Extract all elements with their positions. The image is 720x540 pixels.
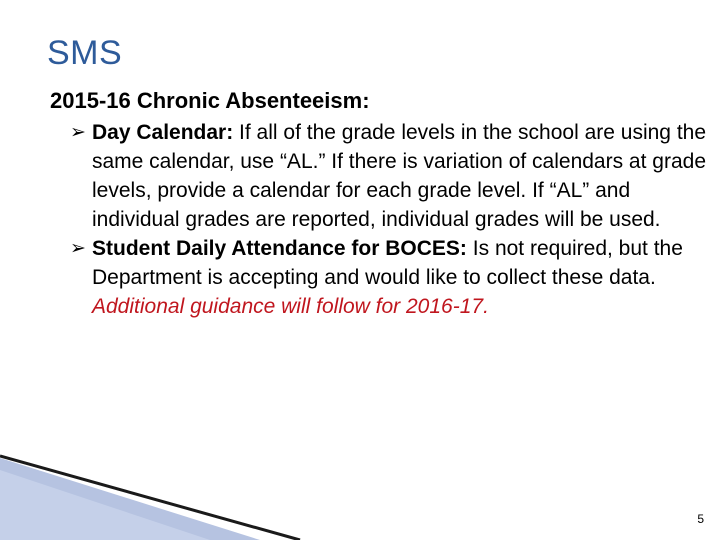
- slide-subtitle: 2015-16 Chronic Absenteeism:: [50, 88, 370, 113]
- bullet-text: If all of the grade levels in the school are using the same calendar, use “AL.” If there is variation of calendars at grade levels, provide a calendar for each grade level. If “AL” and individual grades are reported, individual grades will be used.: [92, 121, 707, 231]
- bullet-emphasis: Additional guidance will follow for 2016-17.: [92, 295, 489, 318]
- bullet-day-calendar: [70, 118, 710, 234]
- slide-title: SMS: [47, 34, 123, 72]
- bullet-list: [70, 118, 710, 321]
- bullet-text: Is not required, but the Department is accepting and would like to collect these data.: [92, 237, 683, 289]
- page-number: 5: [697, 512, 704, 526]
- bullet-student-attendance: [70, 234, 710, 321]
- arrow-right-icon: ➢: [70, 238, 86, 259]
- bullet-heading: Student Daily Attendance for BOCES:: [92, 237, 467, 260]
- arrow-right-icon: ➢: [70, 122, 86, 143]
- bullet-heading: Day Calendar:: [92, 121, 234, 144]
